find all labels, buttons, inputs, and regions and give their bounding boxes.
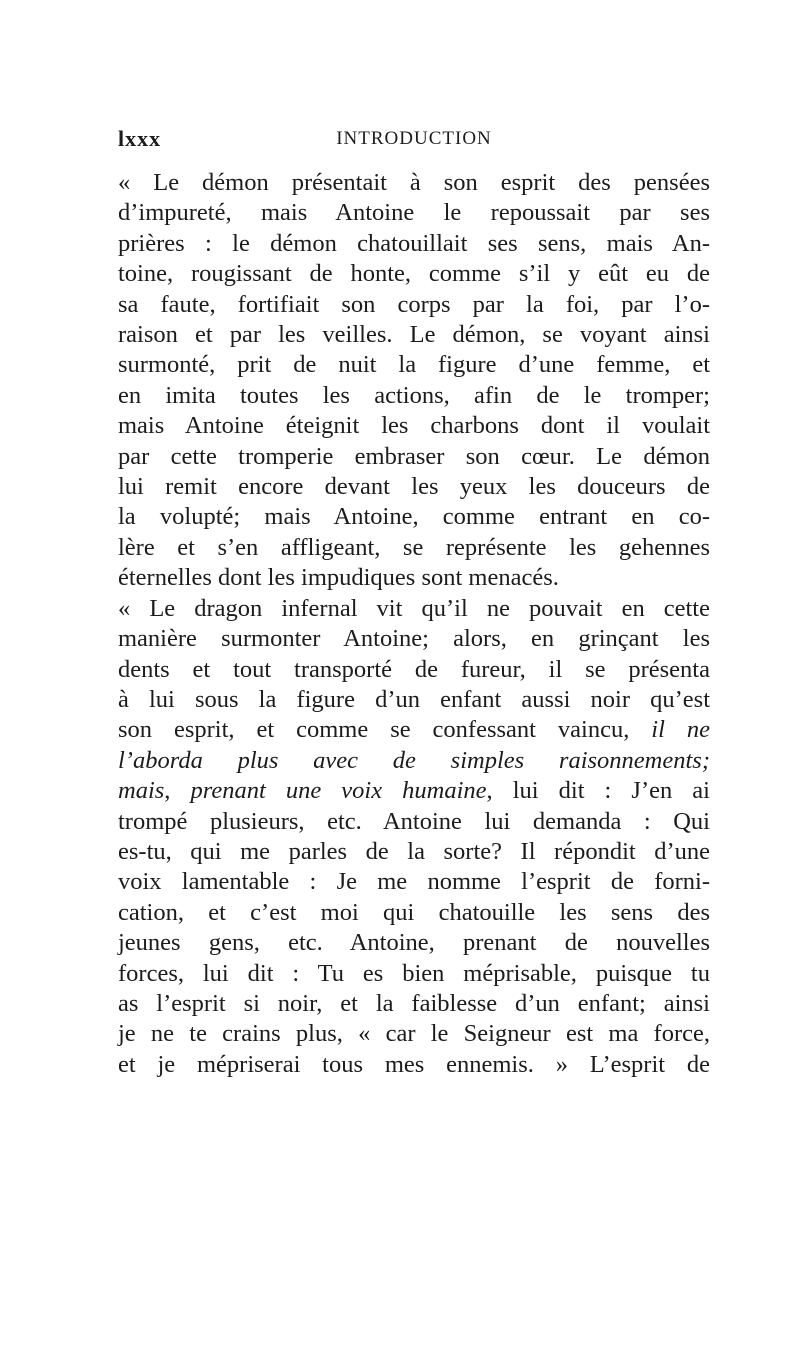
text-line: lère et s’en affligeant, se représente les gehennes [118,533,710,561]
text-line: lui remit encore devant les yeux les douceurs de [118,473,710,501]
text-line: raison et par les veilles. Le démon, se voyant ainsi [118,321,710,349]
text-line: « Le dragon infernal vit qu’il ne pouvait en cette [118,594,710,622]
text-line: jeunes gens, etc. Antoine, prenant de nouvelles [118,929,710,957]
body-text [118,168,710,1080]
text-line: d’impureté, mais Antoine le repoussait par ses [118,199,710,227]
text-line: par cette tromperie embraser son cœur. Le démon [118,442,710,470]
text-line: sa faute, fortifiait son corps par la foi, par l’o- [118,290,710,318]
italic-segment: l’aborda plus avec de simples raisonnements; [118,746,710,774]
text-segment: son esprit, et comme se confessant vaincu, [118,716,630,744]
text-line: la volupté; mais Antoine, comme entrant en co- [118,503,710,531]
text-segment: , lui dit : J’en ai [486,777,710,805]
italic-segment: il ne [651,716,710,744]
text-line-italic [118,746,710,776]
text-line-mixed [118,776,710,806]
text-line: toine, rougissant de honte, comme s’il y eût eu de [118,260,710,288]
text-line: dents et tout transporté de fureur, il se présenta [118,655,710,683]
text-line: voix lamentable : Je me nomme l’esprit de forni- [118,868,710,896]
text-line: mais Antoine éteignit les charbons dont il voulait [118,412,710,440]
text-line: as l’esprit si noir, et la faiblesse d’un enfant; ainsi [118,989,710,1017]
book-page [118,126,710,1080]
text-segment: , [164,777,191,805]
text-line: je ne te crains plus, « car le Seigneur est ma force, [118,1020,710,1048]
page-number: lxxx [118,126,162,151]
text-line: « Le démon présentait à son esprit des pensées [118,169,710,196]
text-line: à lui sous la figure d’un enfant aussi noir qu’est [118,685,710,713]
running-title: INTRODUCTION [336,128,492,149]
text-line: surmonté, prit de nuit la figure d’une femme, et [118,351,710,379]
text-line: éternelles dont les impudiques sont menacés. [118,564,559,592]
text-line: es-tu, qui me parles de la sorte? Il répondit d’une [118,837,710,865]
text-line: cation, et c’est moi qui chatouille les sens des [118,898,710,926]
text-line: prières : le démon chatouillait ses sens, mais An- [118,229,710,257]
italic-segment: prenant une voix humaine [190,777,487,805]
text-line: trompé plusieurs, etc. Antoine lui demanda : Qui [118,807,710,835]
text-line: et je mépriserai tous mes ennemis. » L’esprit de [118,1050,710,1078]
text-line-mixed [118,715,710,745]
text-line: en imita toutes les actions, afin de le tromper; [118,381,710,409]
text-line: manière surmonter Antoine; alors, en grinçant les [118,625,710,653]
page-header [118,126,710,156]
italic-segment: mais [118,777,165,805]
text-line: forces, lui dit : Tu es bien méprisable, puisque tu [118,959,710,987]
